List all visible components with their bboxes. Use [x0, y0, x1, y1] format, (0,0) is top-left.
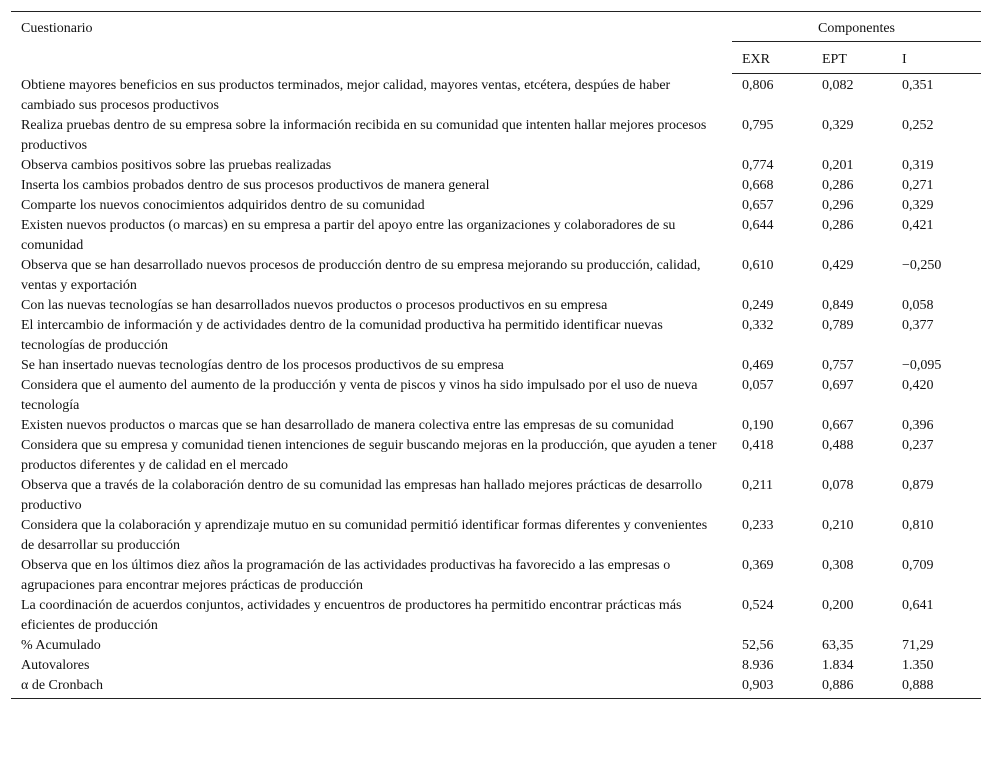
row-exr: 0,332 [742, 317, 774, 333]
header-components: Componentes [732, 12, 981, 42]
table-row [11, 256, 981, 296]
row-exr: 0,369 [742, 557, 774, 573]
table-row [11, 196, 981, 216]
table-row-cronbach [11, 676, 981, 699]
row-question: El intercambio de información y de actividades dentro de la comunidad productiva ha permitido identificar nuevas tecnologías de producción [21, 317, 663, 353]
row-question: Comparte los nuevos conocimientos adquiridos dentro de su comunidad [21, 197, 425, 213]
row-exr: 52,56 [742, 637, 774, 653]
row-ept: 0,849 [822, 297, 854, 313]
row-i: 0,237 [902, 437, 934, 453]
row-exr: 0,644 [742, 217, 774, 233]
row-i: 0,329 [902, 197, 934, 213]
row-i: 0,377 [902, 317, 934, 333]
row-i: 0,420 [902, 377, 934, 393]
row-i: 0,271 [902, 177, 934, 193]
row-ept: 0,296 [822, 197, 854, 213]
row-question: Inserta los cambios probados dentro de sus procesos productivos de manera general [21, 177, 490, 193]
row-i: 0,888 [892, 676, 981, 699]
row-ept: 63,35 [822, 637, 854, 653]
row-question: Realiza pruebas dentro de su empresa sobre la información recibida en su comunidad que intenten hallar mejores procesos productivos [21, 117, 707, 153]
row-exr: 0,211 [742, 477, 773, 493]
header-col-i: I [892, 42, 981, 74]
row-i: 0,058 [902, 297, 934, 313]
row-exr: 0,657 [742, 197, 774, 213]
row-question: Observa cambios positivos sobre las pruebas realizadas [21, 157, 332, 173]
row-i: 1.350 [902, 657, 934, 673]
row-exr: 0,524 [742, 597, 774, 613]
row-i: 0,641 [902, 597, 934, 613]
table-row [11, 356, 981, 376]
table-row-eigenvalues [11, 656, 981, 676]
row-i: 0,252 [902, 117, 934, 133]
table-row [11, 176, 981, 196]
table-row [11, 116, 981, 156]
row-question: Con las nuevas tecnologías se han desarrollados nuevos productos o procesos productivos en su empresa [21, 297, 608, 313]
row-exr: 8.936 [742, 657, 774, 673]
components-table [11, 11, 981, 699]
row-ept: 0,078 [822, 477, 854, 493]
row-i: 0,351 [902, 78, 934, 93]
row-question: Considera que la colaboración y aprendizaje mutuo en su comunidad permitió identificar formas diferentes y convenientes de desarrollar su producción [21, 517, 708, 553]
table-row [11, 376, 981, 416]
row-ept: 0,789 [822, 317, 854, 333]
row-exr: 0,249 [742, 297, 774, 313]
table-container [11, 11, 981, 699]
header-col-exr: EXR [732, 42, 812, 74]
row-i: 0,319 [902, 157, 934, 173]
row-exr: 0,795 [742, 117, 774, 133]
header-col-ept: EPT [812, 42, 892, 74]
row-ept: 0,210 [822, 517, 854, 533]
row-question: % Acumulado [21, 637, 101, 653]
table-row [11, 596, 981, 636]
row-question: Existen nuevos productos (o marcas) en su empresa a partir del apoyo entre las organizaciones y colaboradores de su comunidad [21, 217, 676, 253]
row-i: −0,095 [902, 357, 942, 373]
table-header [11, 12, 981, 74]
row-ept: 0,286 [822, 217, 854, 233]
row-question: Existen nuevos productos o marcas que se han desarrollado de manera colectiva entre las empresas de su comunidad [21, 417, 674, 433]
row-exr: 0,668 [742, 177, 774, 193]
row-i: −0,250 [902, 257, 942, 273]
table-row [11, 556, 981, 596]
row-ept: 0,201 [822, 157, 854, 173]
row-exr: 0,233 [742, 517, 774, 533]
table-row-cumulative [11, 636, 981, 656]
row-exr: 0,057 [742, 377, 774, 393]
table-body [11, 74, 981, 699]
row-ept: 0,886 [812, 676, 892, 699]
row-exr: 0,774 [742, 157, 774, 173]
row-question: Autovalores [21, 657, 90, 673]
row-exr: 0,610 [742, 257, 774, 273]
header-questionnaire: Cuestionario [21, 21, 93, 36]
row-question: Considera que su empresa y comunidad tienen intenciones de seguir buscando mejoras en la producción, que ayuden a tener productos diferentes y de calidad en el mercado [21, 437, 717, 473]
row-ept: 1.834 [822, 657, 854, 673]
table-row [11, 436, 981, 476]
row-question: Obtiene mayores beneficios en sus productos terminados, mejor calidad, mayores ventas, etcétera, despúes de haber cambiado sus procesos productivos [21, 77, 671, 113]
row-exr: 0,469 [742, 357, 774, 373]
row-question: Observa que a través de la colaboración dentro de su comunidad las empresas han hallado mejores prácticas de desarrollo productivo [21, 477, 703, 513]
row-i: 0,421 [902, 217, 934, 233]
row-i: 0,810 [902, 517, 934, 533]
row-exr: 0,903 [732, 676, 812, 699]
row-i: 0,396 [902, 417, 934, 433]
row-question: Considera que el aumento del aumento de la producción y venta de piscos y vinos ha sido impulsado por el uso de nueva tecnología [21, 377, 698, 413]
row-ept: 0,429 [822, 257, 854, 273]
row-exr: 0,418 [742, 437, 774, 453]
table-row [11, 316, 981, 356]
row-i: 0,879 [902, 477, 934, 493]
row-i: 71,29 [902, 637, 934, 653]
row-question: Observa que se han desarrollado nuevos procesos de producción dentro de su empresa mejorando su producción, calidad, ventas y exportación [21, 257, 701, 293]
table-row [11, 74, 981, 116]
row-ept: 0,286 [822, 177, 854, 193]
row-question: α de Cronbach [11, 676, 732, 699]
table-row [11, 156, 981, 176]
table-row [11, 416, 981, 436]
row-ept: 0,667 [822, 417, 854, 433]
row-ept: 0,757 [822, 357, 854, 373]
table-row [11, 476, 981, 516]
row-ept: 0,488 [822, 437, 854, 453]
table-row [11, 516, 981, 556]
table-row [11, 296, 981, 316]
table-row [11, 216, 981, 256]
row-ept: 0,697 [822, 377, 854, 393]
row-question: Observa que en los últimos diez años la programación de las actividades productivas ha favorecido a las empresas o agrupaciones para encontrar mejores prácticas de producción [21, 557, 671, 593]
row-ept: 0,200 [822, 597, 854, 613]
row-ept: 0,308 [822, 557, 854, 573]
row-i: 0,709 [902, 557, 934, 573]
row-question: La coordinación de acuerdos conjuntos, actividades y encuentros de productores ha permitido encontrar prácticas más eficientes de producción [21, 597, 682, 633]
row-ept: 0,329 [822, 117, 854, 133]
row-exr: 0,806 [742, 78, 774, 93]
row-question: Se han insertado nuevas tecnologías dentro de los procesos productivos de su empresa [21, 357, 504, 373]
row-exr: 0,190 [742, 417, 774, 433]
row-ept: 0,082 [822, 78, 854, 93]
